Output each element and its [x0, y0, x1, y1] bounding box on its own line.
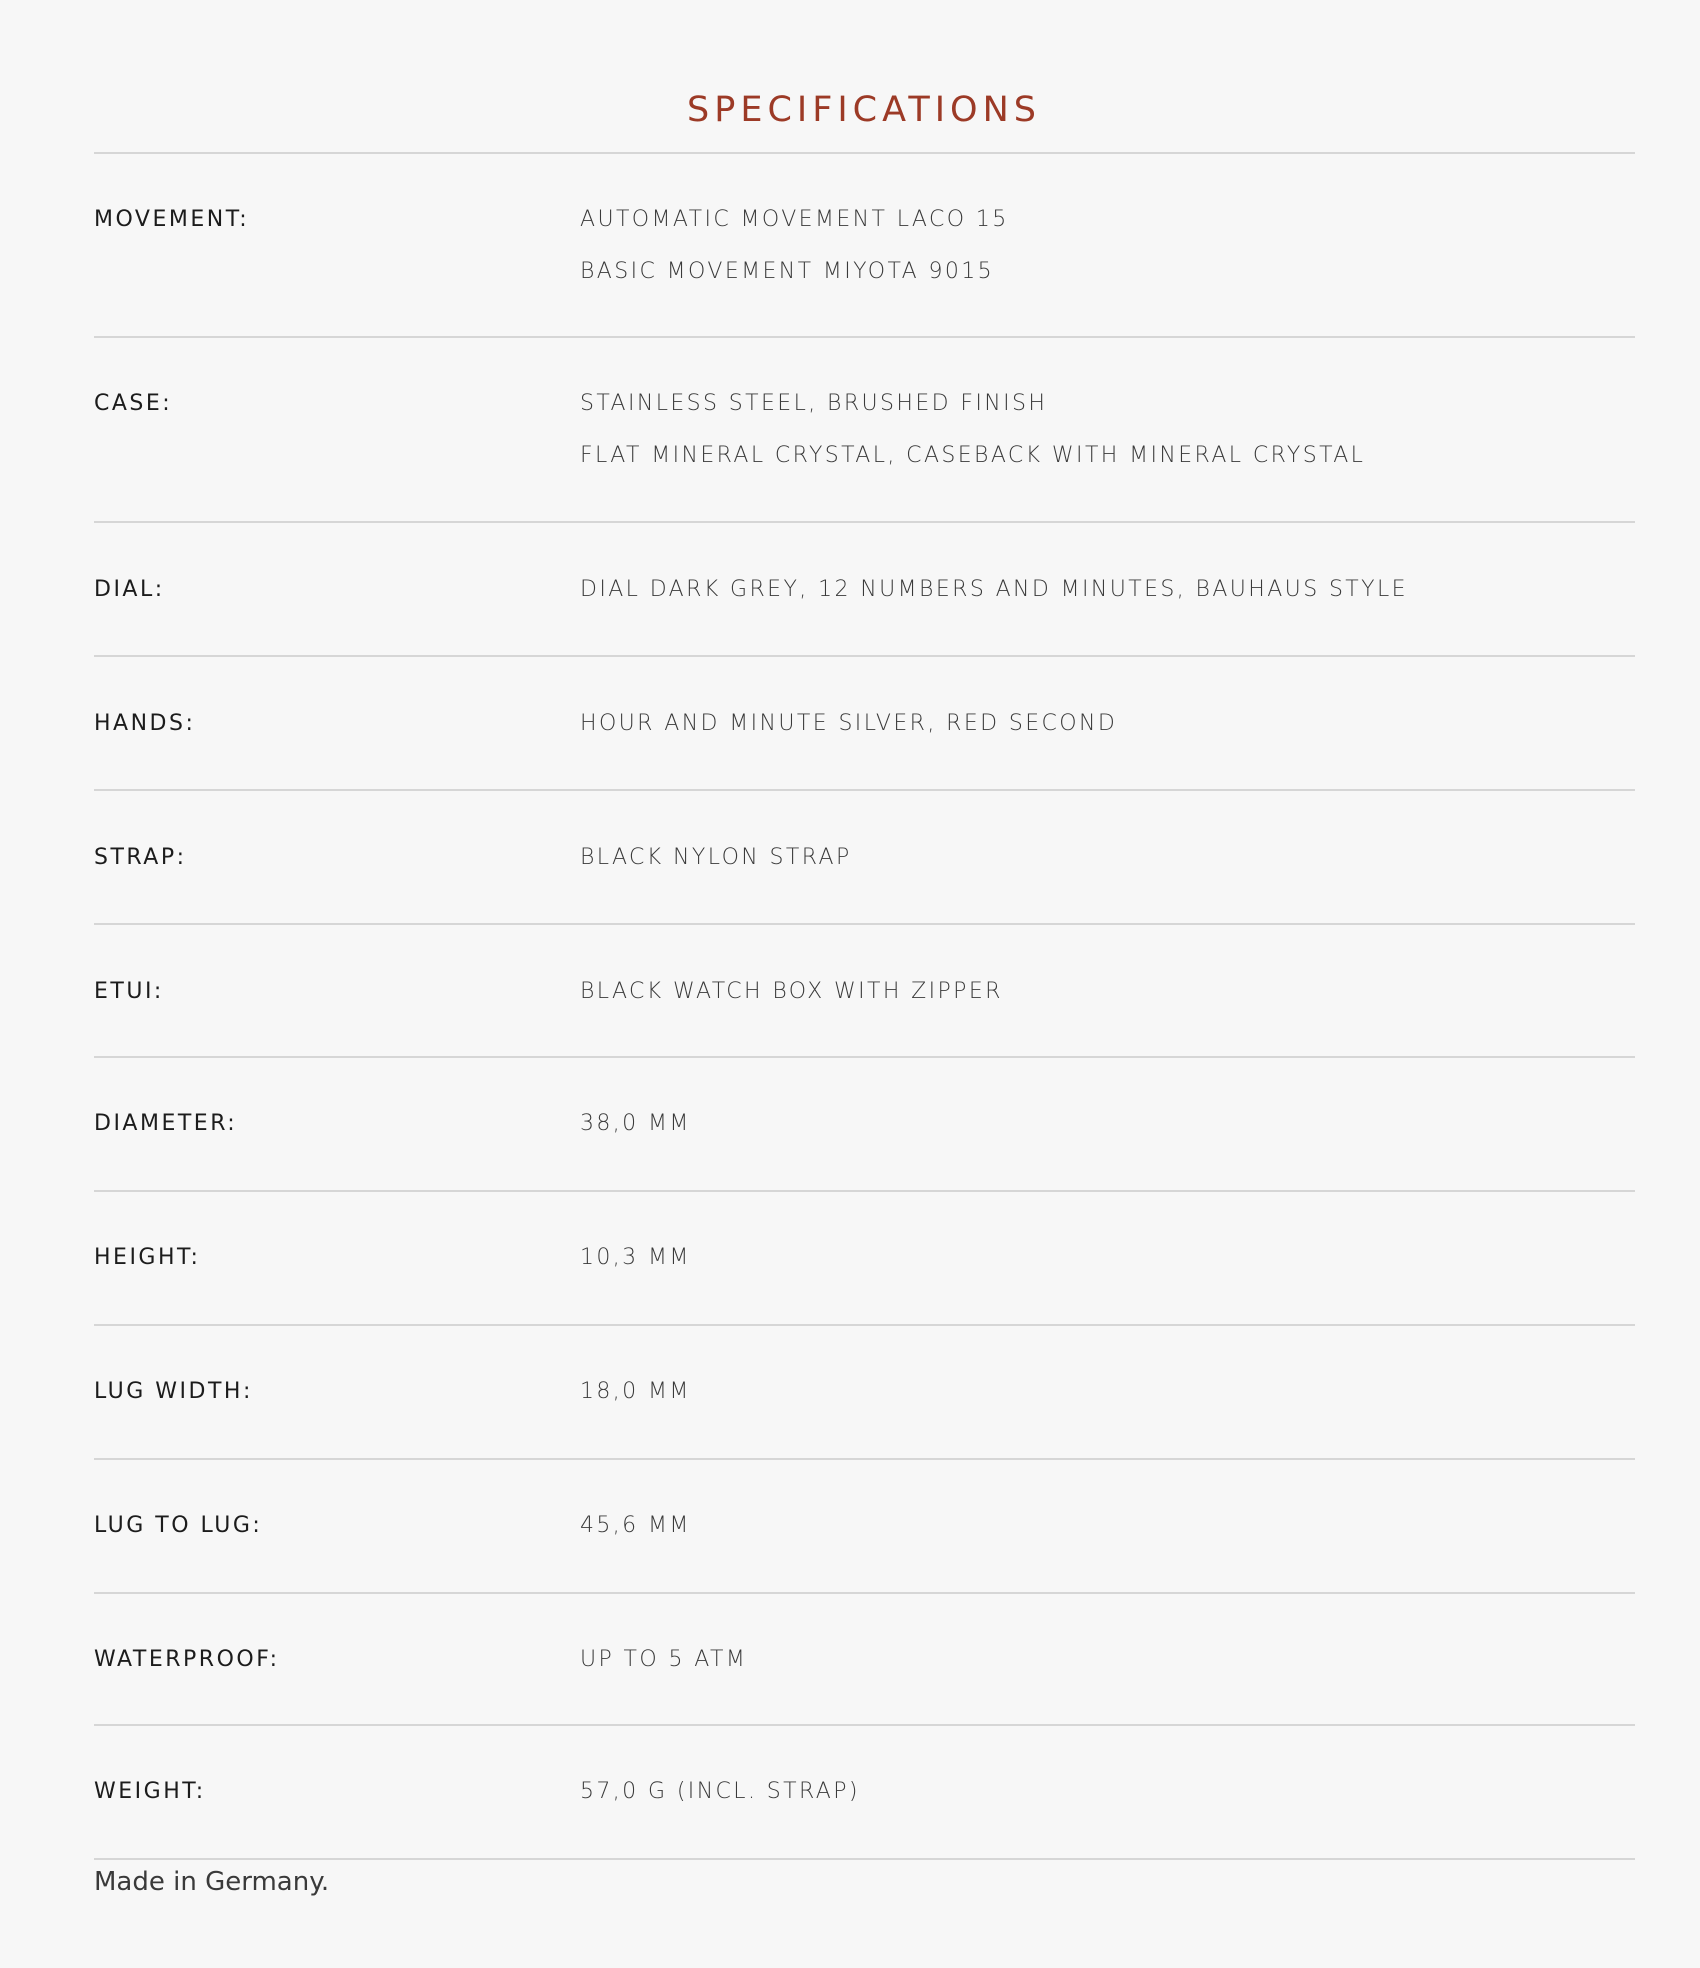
page-title: SPECIFICATIONS	[687, 90, 1041, 131]
divider	[94, 655, 1635, 657]
divider	[94, 923, 1635, 925]
spec-label: WEIGHT:	[94, 1779, 206, 1804]
divider	[94, 1458, 1635, 1460]
divider	[94, 1858, 1635, 1860]
spec-value: DIAL DARK GREY, 12 NUMBERS AND MINUTES, BAUHAUS STYLE	[580, 577, 1408, 602]
spec-label: HEIGHT:	[94, 1245, 201, 1270]
spec-label: LUG WIDTH:	[94, 1379, 253, 1404]
spec-value: UP TO 5 ATM	[580, 1647, 748, 1672]
divider	[94, 521, 1635, 523]
spec-value: 57,0 G (INCL. STRAP)	[580, 1779, 860, 1804]
divider	[94, 1190, 1635, 1192]
spec-value: 45,6 MM	[580, 1513, 691, 1538]
divider	[94, 152, 1635, 154]
divider	[94, 336, 1635, 338]
spec-label: LUG TO LUG:	[94, 1513, 263, 1538]
footer-note: Made in Germany.	[94, 1867, 330, 1897]
spec-value: BLACK NYLON STRAP	[580, 845, 852, 870]
spec-value: 10,3 MM	[580, 1245, 691, 1270]
divider	[94, 1724, 1635, 1726]
spec-value: BLACK WATCH BOX WITH ZIPPER	[580, 979, 1003, 1004]
spec-value: BASIC MOVEMENT MIYOTA 9015	[580, 259, 995, 284]
spec-value: STAINLESS STEEL, BRUSHED FINISH	[580, 391, 1048, 416]
divider	[94, 1056, 1635, 1058]
spec-label: WATERPROOF:	[94, 1647, 280, 1672]
spec-label: MOVEMENT:	[94, 207, 250, 232]
divider	[94, 1592, 1635, 1594]
spec-value: AUTOMATIC MOVEMENT LACO 15	[580, 207, 1009, 232]
spec-label: CASE:	[94, 391, 173, 416]
spec-label: HANDS:	[94, 711, 196, 736]
spec-label: DIAL:	[94, 577, 165, 602]
spec-label: DIAMETER:	[94, 1111, 238, 1136]
spec-label: ETUI:	[94, 979, 164, 1004]
divider	[94, 789, 1635, 791]
spec-label: STRAP:	[94, 845, 187, 870]
divider	[94, 1324, 1635, 1326]
spec-value: FLAT MINERAL CRYSTAL, CASEBACK WITH MINERAL CRYSTAL	[580, 443, 1366, 468]
spec-value: 18,0 MM	[580, 1379, 691, 1404]
spec-value: HOUR AND MINUTE SILVER, RED SECOND	[580, 711, 1118, 736]
spec-value: 38,0 MM	[580, 1111, 691, 1136]
